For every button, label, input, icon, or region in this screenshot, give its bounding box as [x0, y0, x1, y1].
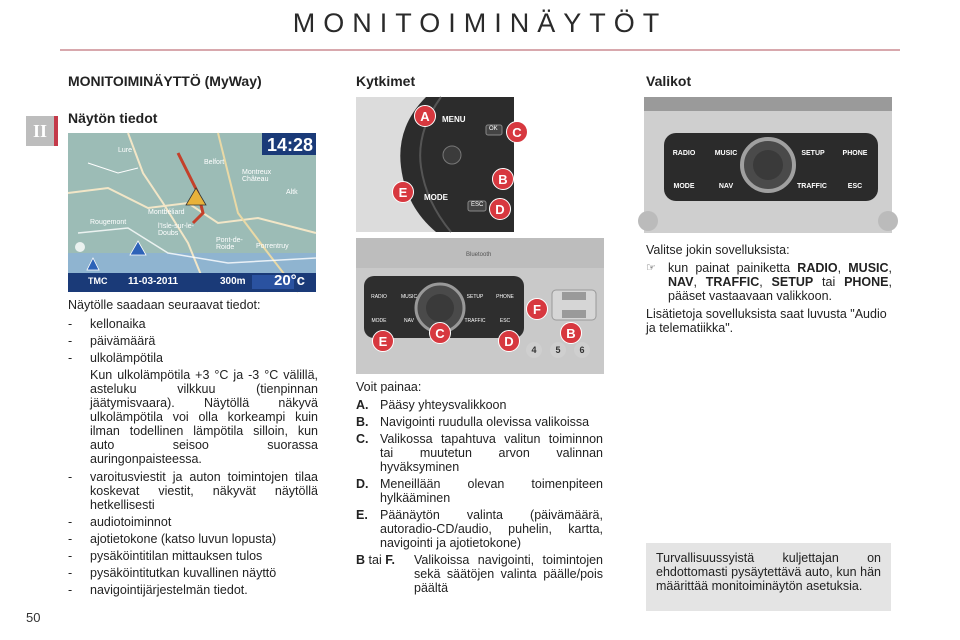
safety-notice-box: [646, 543, 891, 611]
menu-button-esc: ESC: [847, 183, 863, 190]
key-music: MUSIC: [848, 261, 889, 275]
instruction-text: kun painat painiketta: [668, 261, 798, 275]
preset-button-4: 4: [526, 342, 542, 358]
control-item-a: [356, 398, 603, 412]
key-phone: PHONE: [844, 275, 889, 289]
controls-list: [356, 398, 603, 595]
menu-button-nav: NAV: [718, 183, 734, 190]
control-text: Valikoissa navigointi, toimintojen sekä säätöjen valinta päälle/pois päältä: [414, 553, 603, 595]
callout-badge-b: B: [492, 168, 514, 190]
map-city-label: Altk: [286, 189, 298, 196]
callout-badge-a: A: [414, 105, 436, 127]
menu-panel-photo: [644, 97, 892, 233]
navigation-map-screenshot: [68, 133, 316, 292]
panel-button-label: NAV: [404, 318, 414, 324]
key-nav: NAV: [668, 275, 694, 289]
control-item-b: [356, 415, 603, 429]
map-city-label: Lure: [118, 147, 133, 154]
panel-button-label: TRAFFIC: [464, 318, 486, 324]
separator: ,: [759, 275, 772, 289]
panel-button-label: RADIO: [371, 294, 387, 300]
callout-badge-d: D: [498, 330, 520, 352]
screen-info-list: [68, 317, 318, 365]
map-city-label: Montbéliard: [148, 209, 185, 216]
stalk-mode-label: MODE: [424, 193, 448, 202]
control-key: A.: [356, 398, 369, 412]
control-text: Meneillään olevan toimenpiteen hylkääminen: [380, 477, 603, 505]
instruction-text: , pääset vastaavaan valikkoon.: [668, 275, 892, 303]
menu-button-music: MUSIC: [714, 150, 738, 157]
panel-button-label: SETUP: [466, 294, 484, 300]
key-setup: SETUP: [771, 275, 814, 289]
stalk-ok-label: OK: [489, 126, 498, 132]
section-title-controls: Kytkimet: [356, 73, 416, 89]
control-key: C.: [356, 432, 369, 446]
callout-badge-c: C: [506, 121, 528, 143]
list-item: - päivämäärä: [68, 334, 318, 348]
screen-info-list-continued: [68, 470, 318, 597]
map-city-label: Pont-de-Roide: [216, 237, 243, 251]
header-divider: [60, 49, 900, 51]
map-graphic: [68, 133, 316, 292]
menus-intro: Valitse jokin sovelluksista:: [646, 243, 790, 257]
callout-badge-d: D: [489, 198, 511, 220]
right-text-block: [646, 243, 892, 335]
control-item-c: [356, 432, 603, 474]
control-text: Pääsy yhteysvalikkoon: [380, 398, 507, 412]
map-scale: 300m: [220, 276, 246, 287]
map-clock: 14:28: [267, 135, 314, 155]
separator: ,: [837, 261, 849, 275]
map-temperature: 20°c: [274, 272, 306, 289]
screen-info-intro: Näytölle saadaan seuraavat tiedot:: [68, 298, 261, 312]
map-city-label: Montreux Château: [242, 169, 272, 183]
section-title-myway: MONITOIMINÄYTTÖ (MyWay): [68, 73, 262, 89]
map-city-label: l'Isle-sur-le-Doubs: [158, 223, 194, 237]
control-key: D.: [356, 477, 369, 491]
stalk-esc-label: ESC: [471, 202, 484, 208]
separator: ,: [693, 275, 706, 289]
menu-button-radio: RADIO: [672, 150, 696, 157]
page-title: MONITOIMINÄYTÖT: [292, 8, 668, 38]
left-text-block: [68, 298, 318, 600]
map-city-label: Porrentruy: [256, 243, 289, 250]
page-number: 50: [26, 610, 41, 625]
panel-graphic: [356, 238, 604, 374]
separator: ,: [888, 261, 893, 275]
pointing-hand-icon: ☞: [646, 262, 656, 274]
menu-button-traffic: TRAFFIC: [797, 183, 827, 190]
section-title-menus: Valikot: [646, 73, 692, 89]
map-city-label: Rougemont: [90, 219, 127, 226]
list-item: - varoitusviestit ja auton toimintojen tilaa koskevat viestit, näkyvät näytöllä hetkellisesti: [68, 470, 318, 512]
list-item: - ulkolämpötila: [68, 351, 318, 365]
menu-button-setup: SETUP: [801, 150, 825, 157]
control-text: Navigointi ruudulla olevissa valikoissa: [380, 415, 590, 429]
control-key-group: [356, 553, 414, 595]
control-key: B.: [356, 415, 369, 429]
middle-text-block: [356, 380, 603, 598]
panel-button-label: PHONE: [496, 294, 514, 300]
control-text: Valikossa tapahtuva valitun toiminnon tai muutetun arvon valinnan hyväksyminen: [380, 432, 603, 474]
list-item: - pysäköintitilan mittauksen tulos: [68, 549, 318, 563]
menu-instruction: [646, 261, 892, 303]
map-city-label: Belfort: [204, 159, 225, 166]
menu-button-mode: MODE: [673, 183, 695, 190]
control-key: B: [356, 553, 366, 567]
menu-instruction-text: [668, 261, 892, 303]
bluetooth-label: Bluetooth: [466, 252, 492, 258]
map-date: 11-03-2011: [128, 276, 179, 287]
preset-button-5: 5: [550, 342, 566, 358]
control-item-e: [356, 508, 603, 550]
control-item-d: [356, 477, 603, 505]
control-item-b-or-f: [356, 553, 603, 595]
steering-stalk-photo: [356, 97, 522, 232]
menu-button-phone: PHONE: [842, 150, 868, 157]
callout-badge-f: F: [526, 298, 548, 320]
control-joiner: tai: [368, 553, 382, 567]
panel-button-label: ESC: [499, 318, 511, 324]
control-key: E.: [356, 508, 368, 522]
menu-panel-graphic: [644, 97, 892, 233]
list-item: - pysäköintitutkan kuvallinen näyttö: [68, 566, 318, 580]
key-radio: RADIO: [797, 261, 838, 275]
callout-badge-b: B: [560, 322, 582, 344]
temperature-note: Kun ulkolämpötila +3 °C ja -3 °C välillä, asteluku vilkkuu (tienpinnan jäätymisvaara). Näytöllä näkyvä ulkolämpötila voi olla korkeampi kuin ilman todellinen lämpötila silloin, kun auto seisoo suorassa auringonpaisteessa.: [90, 368, 318, 466]
control-panel-photo: [356, 238, 604, 374]
callout-badge-c: C: [429, 322, 451, 344]
safety-notice-text: Turvallisuussyistä kuljettajan on ehdottomasti pysäytettävä auto, kun hän määrittää monitoiminäytön asetuksia.: [656, 551, 881, 593]
list-item: - navigointijärjestelmän tiedot.: [68, 583, 318, 597]
instruction-text: tai: [813, 275, 845, 289]
control-text: Päänäytön valinta (päivämäärä, autoradio-CD/audio, puhelin, kartta, navigointi ja ajotietokone): [380, 508, 603, 550]
preset-button-6: 6: [574, 342, 590, 358]
key-traffic: TRAFFIC: [705, 275, 760, 289]
list-item: - kellonaika: [68, 317, 318, 331]
map-tmc: TMC: [88, 276, 108, 286]
panel-button-label: MODE: [371, 318, 387, 324]
subsection-title-screen-info: Näytön tiedot: [68, 110, 158, 126]
more-info-text: Lisätietoja sovelluksista saat luvusta "Audio ja telematiikka".: [646, 307, 887, 335]
callout-badge-e: E: [392, 181, 414, 203]
stalk-menu-label: MENU: [442, 115, 466, 124]
list-item: - audiotoiminnot: [68, 515, 318, 529]
callout-badge-e: E: [372, 330, 394, 352]
list-item: - ajotietokone (katso luvun lopusta): [68, 532, 318, 546]
chapter-tab[interactable]: II: [26, 116, 54, 146]
controls-intro: Voit painaa:: [356, 380, 422, 394]
control-key: F.: [385, 553, 395, 567]
panel-button-label: MUSIC: [400, 294, 418, 300]
